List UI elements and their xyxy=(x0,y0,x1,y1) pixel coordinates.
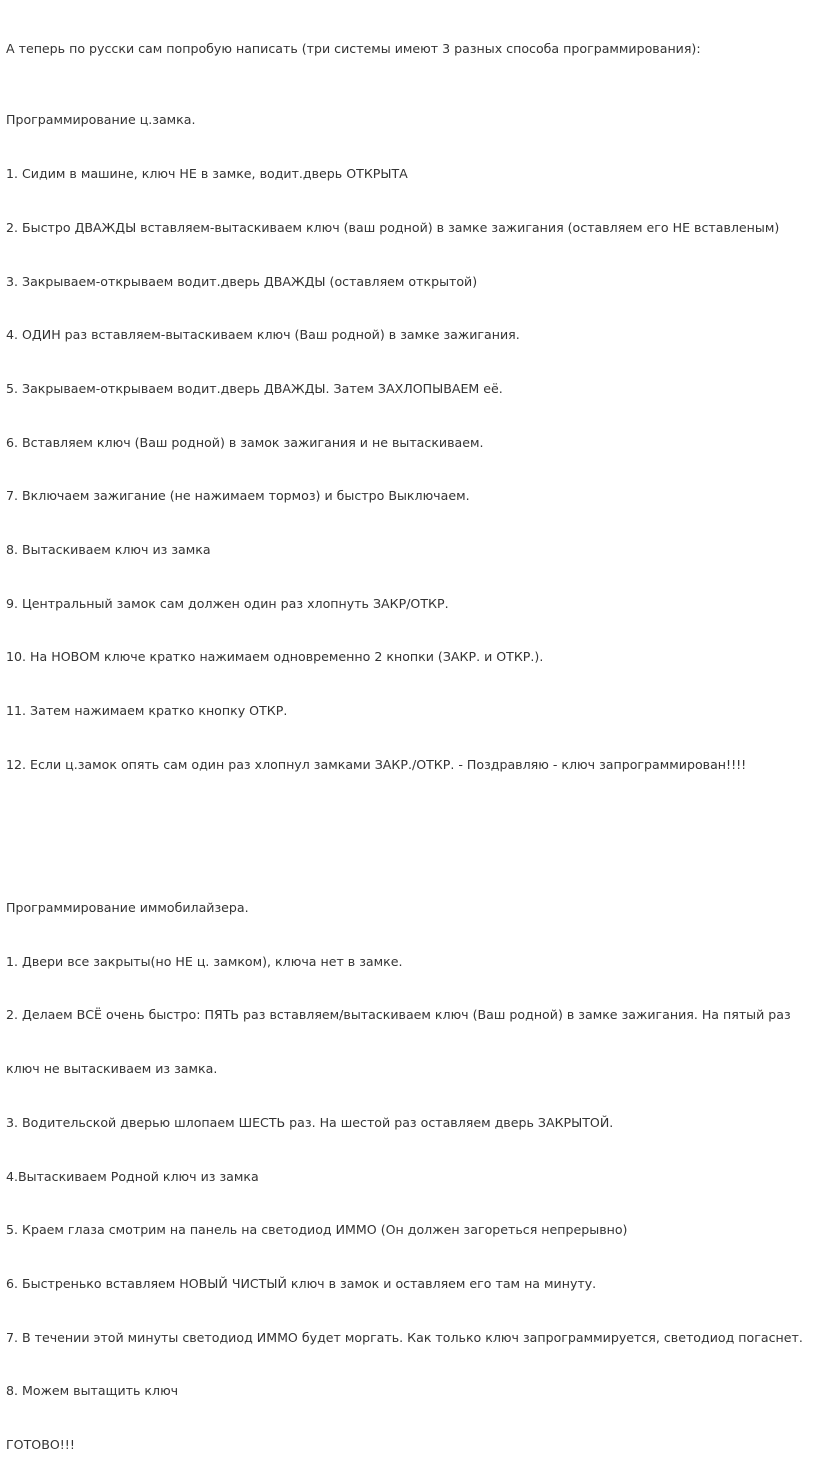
step-line: 8. Вытаскиваем ключ из замка xyxy=(6,542,211,558)
intro-line: А теперь по русски сам попробую написать (три системы имеют 3 разных способа программирования): xyxy=(6,40,701,56)
section-title-central-lock: Программирование ц.замка. xyxy=(6,112,196,128)
step-line-continuation: ключ не вытаскиваем из замка. xyxy=(6,1061,218,1077)
section-title-immobilizer: Программирование иммобилайзера. xyxy=(6,900,249,916)
step-line: 4.Вытаскиваем Родной ключ из замка xyxy=(6,1168,259,1184)
step-line: 5. Краем глаза смотрим на панель на светодиод ИММО (Он должен загореться непрерывно) xyxy=(6,1222,628,1238)
step-line: 9. Центральный замок сам должен один раз хлопнуть ЗАКР/ОТКР. xyxy=(6,595,449,611)
step-line: 10. На НОВОМ ключе кратко нажимаем одновременно 2 кнопки (ЗАКР. и ОТКР.). xyxy=(6,649,544,665)
step-line: 5. Закрываем-открываем водит.дверь ДВАЖДЫ. Затем ЗАХЛОПЫВАЕМ её. xyxy=(6,380,503,396)
step-line: 11. Затем нажимаем кратко кнопку ОТКР. xyxy=(6,703,288,719)
step-line: 1. Двери все закрыты(но НЕ ц. замком), ключа нет в замке. xyxy=(6,953,403,969)
step-line: 8. Можем вытащить ключ xyxy=(6,1383,179,1399)
step-line: 6. Быстренько вставляем НОВЫЙ ЧИСТЫЙ ключ в замок и оставляем его там на минуту. xyxy=(6,1276,597,1291)
done-line: ГОТОВО!!! xyxy=(6,1437,75,1453)
step-line: 4. ОДИН раз вставляем-вытаскиваем ключ (Ваш родной) в замке зажигания. xyxy=(6,327,520,343)
step-line: 3. Водительской дверью шлопаем ШЕСТЬ раз. На шестой раз оставляем дверь ЗАКРЫТОЙ. xyxy=(6,1114,614,1130)
step-line: 12. Если ц.замок опять сам один раз хлопнул замками ЗАКР./ОТКР. - Поздравляю - ключ запрограммирован!!!! xyxy=(6,756,747,772)
step-line: 1. Сидим в машине, ключ НЕ в замке, водит.дверь ОТКРЫТА xyxy=(6,166,408,182)
step-line: 2. Быстро ДВАЖДЫ вставляем-вытаскиваем ключ (ваш родной) в замке зажигания (оставляем его НЕ вставленым) xyxy=(6,219,780,235)
step-line: 3. Закрываем-открываем водит.дверь ДВАЖДЫ (оставляем открытой) xyxy=(6,273,478,289)
step-line: 2. Делаем ВСЁ очень быстро: ПЯТЬ раз вставляем/вытаскиваем ключ (Ваш родной) в замке зажигания. На пятый раз xyxy=(6,1007,791,1023)
paragraph-gap xyxy=(6,827,834,845)
step-line: 7. Включаем зажигание (не нажимаем тормоз) и быстро Выключаем. xyxy=(6,488,470,504)
step-line: 7. В течении этой минуты светодиод ИММО будет моргать. Как только ключ запрограммируется, светодиод погаснет. xyxy=(6,1329,803,1345)
step-line: 6. Вставляем ключ (Ваш родной) в замок зажигания и не вытаскиваем. xyxy=(6,434,484,450)
